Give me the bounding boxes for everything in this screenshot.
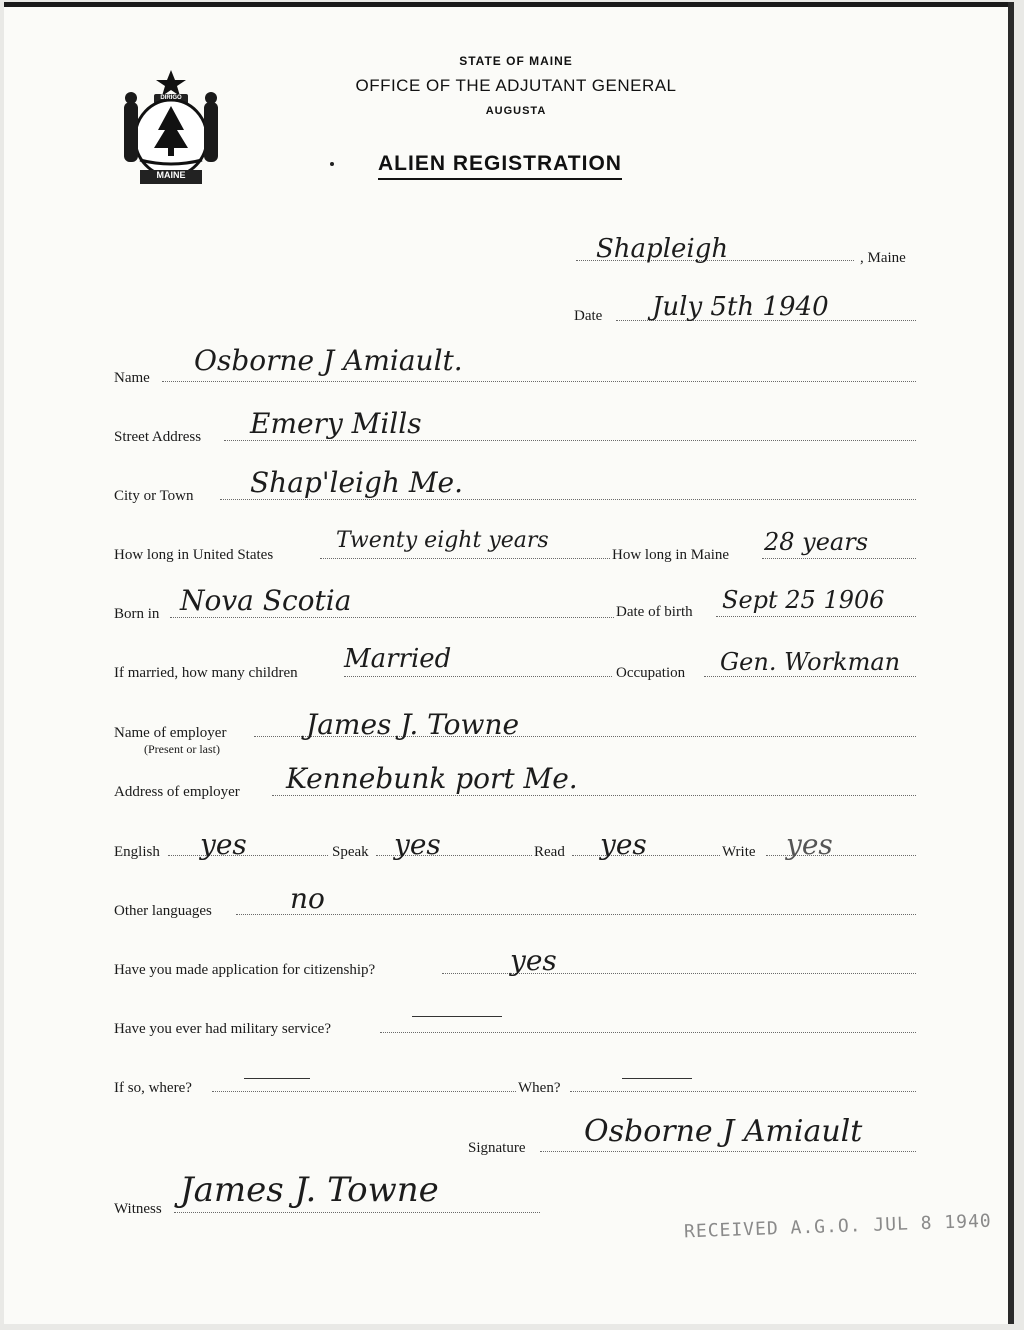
when-label: When? <box>518 1080 561 1096</box>
town-value: Shapleigh <box>596 234 729 264</box>
dob-line <box>716 616 916 617</box>
employer-label: Name of employer <box>114 725 227 741</box>
employer-address-line <box>272 795 916 796</box>
document-page <box>4 2 1014 1324</box>
city-line <box>220 499 916 500</box>
how-long-maine-label: How long in Maine <box>612 547 730 563</box>
military-label: Have you ever had military service? <box>114 1021 331 1037</box>
name-value: Osborne J Amiault. <box>194 344 463 377</box>
header-city: AUGUSTA <box>485 105 547 117</box>
born-in-line <box>170 617 614 618</box>
header-state: STATE OF MAINE <box>459 54 573 68</box>
how-long-maine-value: 28 years <box>764 528 869 556</box>
children-line <box>344 676 612 677</box>
speak-value: yes <box>394 828 441 861</box>
seal-text: MAINE <box>156 170 186 180</box>
maine-label: , Maine <box>860 250 906 266</box>
read-value: yes <box>600 828 647 861</box>
employer-note: (Present or last) <box>144 742 220 756</box>
children-label: If married, how many children <box>114 665 298 681</box>
how-long-us-label: How long in United States <box>114 547 274 563</box>
employer-address-label: Address of employer <box>114 784 240 800</box>
witness-label: Witness <box>114 1201 162 1217</box>
born-in-value: Nova Scotia <box>180 584 352 617</box>
english-value: yes <box>200 828 247 861</box>
witness-value: James J. Towne <box>180 1170 439 1210</box>
name-label: Name <box>114 370 150 386</box>
citizenship-label: Have you made application for citizenship? <box>114 962 376 978</box>
where-blank-dash <box>244 1078 310 1079</box>
signature-value: Osborne J Amiault <box>584 1114 863 1149</box>
street-value: Emery Mills <box>250 407 422 440</box>
other-languages-line <box>236 914 916 915</box>
born-in-label: Born in <box>114 606 160 622</box>
occupation-value: Gen. Workman <box>720 648 901 676</box>
children-value: Married <box>344 644 452 674</box>
dob-label: Date of birth <box>616 604 693 620</box>
how-long-us-line <box>320 558 610 559</box>
dob-value: Sept 25 1906 <box>722 586 885 614</box>
read-label: Read <box>534 844 565 860</box>
header-dot <box>330 162 334 166</box>
signature-line <box>540 1151 916 1152</box>
seal-motto: DIRIGO <box>160 95 182 101</box>
witness-line <box>174 1212 540 1213</box>
header-office: OFFICE OF THE ADJUTANT GENERAL <box>355 76 677 95</box>
scan-edge-right <box>1008 2 1014 1324</box>
where-label: If so, where? <box>114 1080 192 1096</box>
english-label: English <box>114 844 160 860</box>
how-long-us-value: Twenty eight years <box>336 528 549 553</box>
when-blank-dash <box>622 1078 692 1079</box>
where-line <box>212 1091 516 1092</box>
citizenship-value: yes <box>510 944 557 977</box>
received-stamp: RECEIVED A.G.O. JUL 8 1940 <box>683 1210 993 1243</box>
english-line <box>168 855 328 856</box>
how-long-maine-line <box>762 558 916 559</box>
street-label: Street Address <box>114 429 202 445</box>
occupation-label: Occupation <box>616 665 686 681</box>
military-blank-dash <box>412 1016 502 1017</box>
name-line <box>162 381 916 382</box>
when-line <box>570 1091 916 1092</box>
street-line <box>224 440 916 441</box>
write-value: yes <box>786 828 833 861</box>
scan-edge-top <box>4 2 1014 7</box>
military-line <box>380 1032 916 1033</box>
other-languages-value: no <box>290 882 325 915</box>
write-label: Write <box>722 844 756 860</box>
other-languages-label: Other languages <box>114 903 212 919</box>
date-value: July 5th 1940 <box>652 292 829 322</box>
signature-label: Signature <box>468 1140 526 1156</box>
form-title: ALIEN REGISTRATION <box>378 152 622 180</box>
city-value: Shap'leigh Me. <box>250 466 464 499</box>
employer-value: James J. Towne <box>306 708 520 741</box>
employer-address-value: Kennebunk port Me. <box>286 762 578 795</box>
date-label: Date <box>574 308 603 324</box>
occupation-line <box>704 676 916 677</box>
city-label: City or Town <box>114 488 194 504</box>
speak-label: Speak <box>332 844 369 860</box>
